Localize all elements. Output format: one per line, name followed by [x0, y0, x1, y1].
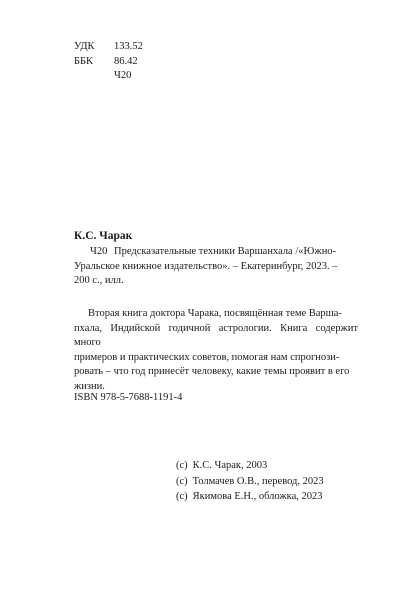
- biblio-line-2: Уральское книжное издательство». – Екатеринбург, 2023. –: [74, 260, 338, 272]
- biblio-code: Ч20: [90, 246, 108, 257]
- copyright-symbol: (с): [176, 491, 188, 502]
- biblio-line-1: Ч20 Предсказательные техники Варшанхала /«Южно-: [74, 245, 358, 260]
- copyright-text: Толмачев О.В., перевод, 2023: [192, 475, 324, 487]
- copyright-line: [176, 458, 324, 474]
- annotation-line-3: примеров и практических советов, помогая нам спрогнози-: [74, 351, 340, 363]
- annotation-line-1: Вторая книга доктора Чарака, посвящённая теме Варша-: [88, 308, 342, 319]
- udk-label: УДК: [74, 41, 95, 52]
- annotation-line-2: пхала, Индийской годичной астрологии. Книга содержит много: [74, 322, 358, 348]
- copyright-symbol: (с): [176, 475, 188, 487]
- copyright-block: [176, 458, 324, 505]
- copyright-symbol: (с): [176, 460, 188, 471]
- bbk-label: ББК: [74, 56, 94, 67]
- udk-row: [74, 40, 143, 53]
- author-name: К.С. Чарак: [74, 230, 133, 242]
- copyright-line: [176, 474, 324, 490]
- annotation: [74, 307, 358, 394]
- copyright-text: Якимова Е.Н., обложка, 2023: [192, 491, 323, 502]
- author-mark: Ч20: [114, 70, 132, 81]
- bibliographic-description: [74, 245, 358, 289]
- author-mark-row: [74, 69, 131, 82]
- udk-value: 133.52: [114, 41, 143, 52]
- annotation-line-4: ровать – что год принесёт человеку, какие темы проявит в его: [74, 366, 350, 377]
- isbn: ISBN 978-5-7688-1191-4: [74, 392, 183, 403]
- copyright-text: К.С. Чарак, 2003: [192, 460, 268, 471]
- bbk-row: [74, 55, 138, 68]
- copyright-line: [176, 489, 324, 505]
- annotation-line-5: жизни.: [74, 380, 105, 392]
- biblio-line-3: 200 с., илл.: [74, 275, 124, 286]
- bbk-value: 86.42: [114, 56, 138, 67]
